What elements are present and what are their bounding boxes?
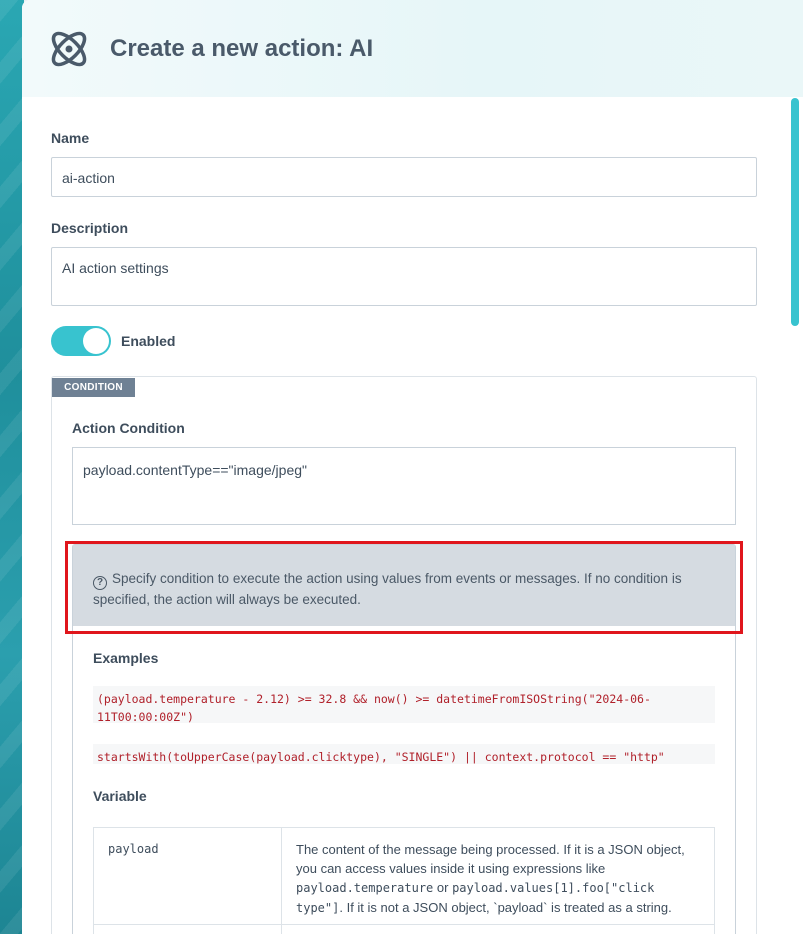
variable-table bbox=[93, 827, 715, 934]
variable-name: payload bbox=[108, 842, 159, 856]
help-text: Specify condition to execute the action using values from events or messages. If no condition is specified, the action will always be executed. bbox=[93, 571, 682, 607]
enabled-toggle[interactable] bbox=[51, 326, 111, 356]
description-input[interactable]: AI action settings bbox=[51, 247, 757, 306]
examples-heading: Examples bbox=[93, 650, 159, 666]
question-icon: ? bbox=[93, 576, 107, 590]
example-code-1: (payload.temperature - 2.12) >= 32.8 && now() >= datetimeFromISOString("2024-06-11T00:00:00Z") bbox=[93, 686, 715, 723]
column-divider bbox=[281, 828, 282, 934]
background-decoration bbox=[0, 0, 24, 934]
name-label: Name bbox=[51, 130, 90, 146]
enabled-label: Enabled bbox=[121, 333, 176, 349]
action-condition-input[interactable]: payload.contentType=="image/jpeg" bbox=[72, 447, 736, 525]
atom-icon bbox=[44, 24, 94, 74]
highlight-box bbox=[65, 541, 743, 634]
table-row bbox=[94, 828, 714, 925]
action-condition-label: Action Condition bbox=[72, 420, 185, 436]
panel-header bbox=[22, 0, 803, 97]
action-panel bbox=[22, 0, 803, 934]
variable-heading: Variable bbox=[93, 788, 147, 804]
variable-description: The content of the message being processed. If it is a JSON object, you can access values inside it using expressions like payload.temperature or payload.values[1].foo["click type"]. If it is not a JSON object, `payload` is treated as a string. bbox=[296, 842, 685, 915]
page-title: Create a new action: AI bbox=[110, 34, 374, 62]
toggle-knob bbox=[83, 328, 109, 354]
name-input[interactable]: ai-action bbox=[51, 157, 757, 197]
scrollbar[interactable] bbox=[791, 98, 799, 928]
example-code-2: startsWith(toUpperCase(payload.clicktype), "SINGLE") || context.protocol == "http" bbox=[93, 744, 715, 764]
scroll-thumb[interactable] bbox=[791, 98, 799, 326]
condition-tag: CONDITION bbox=[52, 378, 135, 397]
description-label: Description bbox=[51, 220, 129, 236]
